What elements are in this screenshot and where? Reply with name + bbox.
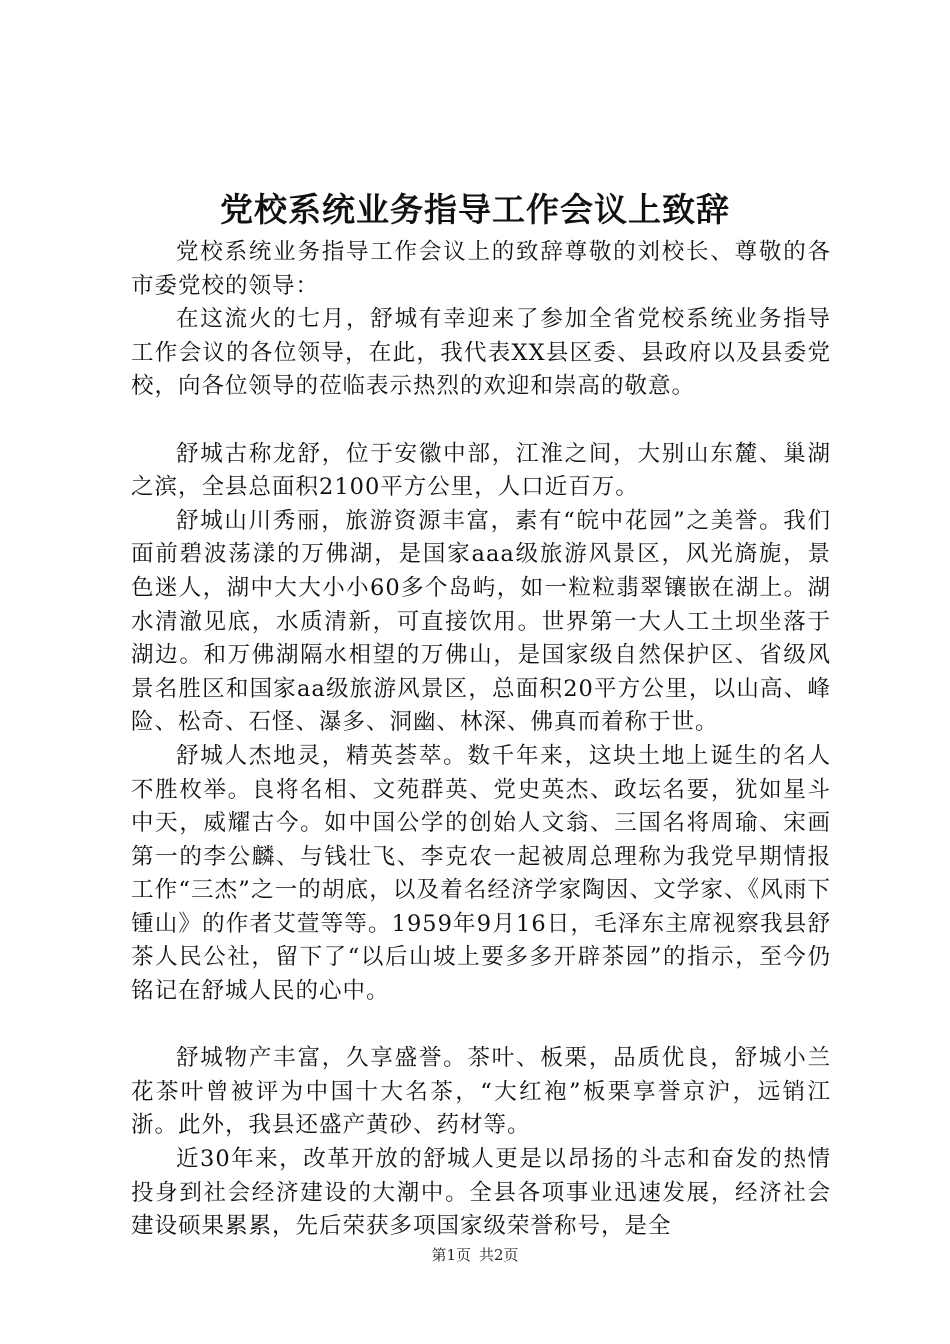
page-footer — [0, 1244, 950, 1266]
page-number-current: 第1页 — [431, 1246, 471, 1264]
paragraph-welcome: 在这流火的七月，舒城有幸迎来了参加全省党校系统业务指导工作会议的各位领导，在此，我代表XX县区委、县政府以及县委党校，向各位领导的莅临表示热烈的欢迎和崇高的敬意。 — [131, 306, 831, 400]
paragraph-spacer — [131, 404, 831, 438]
paragraph-scenery: 舒城山川秀丽，旅游资源丰富，素有“皖中花园”之美誉。我们面前碧波荡漾的万佛湖，是国家aaa级旅游风景区，风光旖旎，景色迷人，湖中大大小小60多个岛屿，如一粒粒翡翠镶嵌在湖上。湖水清澈见底，水质清新，可直接饮用。世界第一大人工土坝坐落于湖边。和万佛湖隔水相望的万佛山，是国家级自然保护区、省级风景名胜区和国家aa级旅游风景区，总面积20平方公里，以山高、峰险、松奇、石怪、瀑多、洞幽、林深、佛真而着称于世。 — [131, 507, 831, 736]
paragraph-spacer — [131, 1009, 831, 1043]
paragraph-reform: 近30年来，改革开放的舒城人更是以昂扬的斗志和奋发的热情投身到社会经济建设的大潮中。全县各项事业迅速发展，经济社会建设硕果累累，先后荣获多项国家级荣誉称号，是全 — [131, 1146, 831, 1240]
paragraph-people: 舒城人杰地灵，精英荟萃。数千年来，这块土地上诞生的名人不胜枚举。良将名相、文苑群英、党史英杰、政坛名要，犹如星斗中天，威耀古今。如中国公学的创始人文翁、三国名将周瑜、宋画第一的李公麟、与钱壮飞、李克农一起被周总理称为我党早期情报工作“三杰”之一的胡底，以及着名经济学家陶因、文学家、《风雨下锺山》的作者艾萱等等。1959年9月16日，毛泽东主席视察我县舒茶人民公社，留下了“以后山坡上要多多开辟茶园”的指示，至今仍铭记在舒城人民的心中。 — [131, 742, 831, 1005]
document-body — [131, 236, 831, 1244]
paragraph-salutation: 党校系统业务指导工作会议上的致辞尊敬的刘校长、尊敬的各市委党校的领导： — [131, 239, 831, 299]
paragraph-location: 舒城古称龙舒，位于安徽中部，江淮之间，大别山东麓、巢湖之滨，全县总面积2100平方公里，人口近百万。 — [131, 440, 831, 501]
paragraph-products: 舒城物产丰富，久享盛誉。茶叶、板栗，品质优良，舒城小兰花茶叶曾被评为中国十大名茶，“大红袍”板栗享誉京沪，远销江浙。此外，我县还盛产黄砂、药材等。 — [131, 1045, 831, 1139]
document-title: 党校系统业务指导工作会议上致辞 — [220, 190, 730, 229]
page-number-total: 共2页 — [479, 1246, 519, 1264]
